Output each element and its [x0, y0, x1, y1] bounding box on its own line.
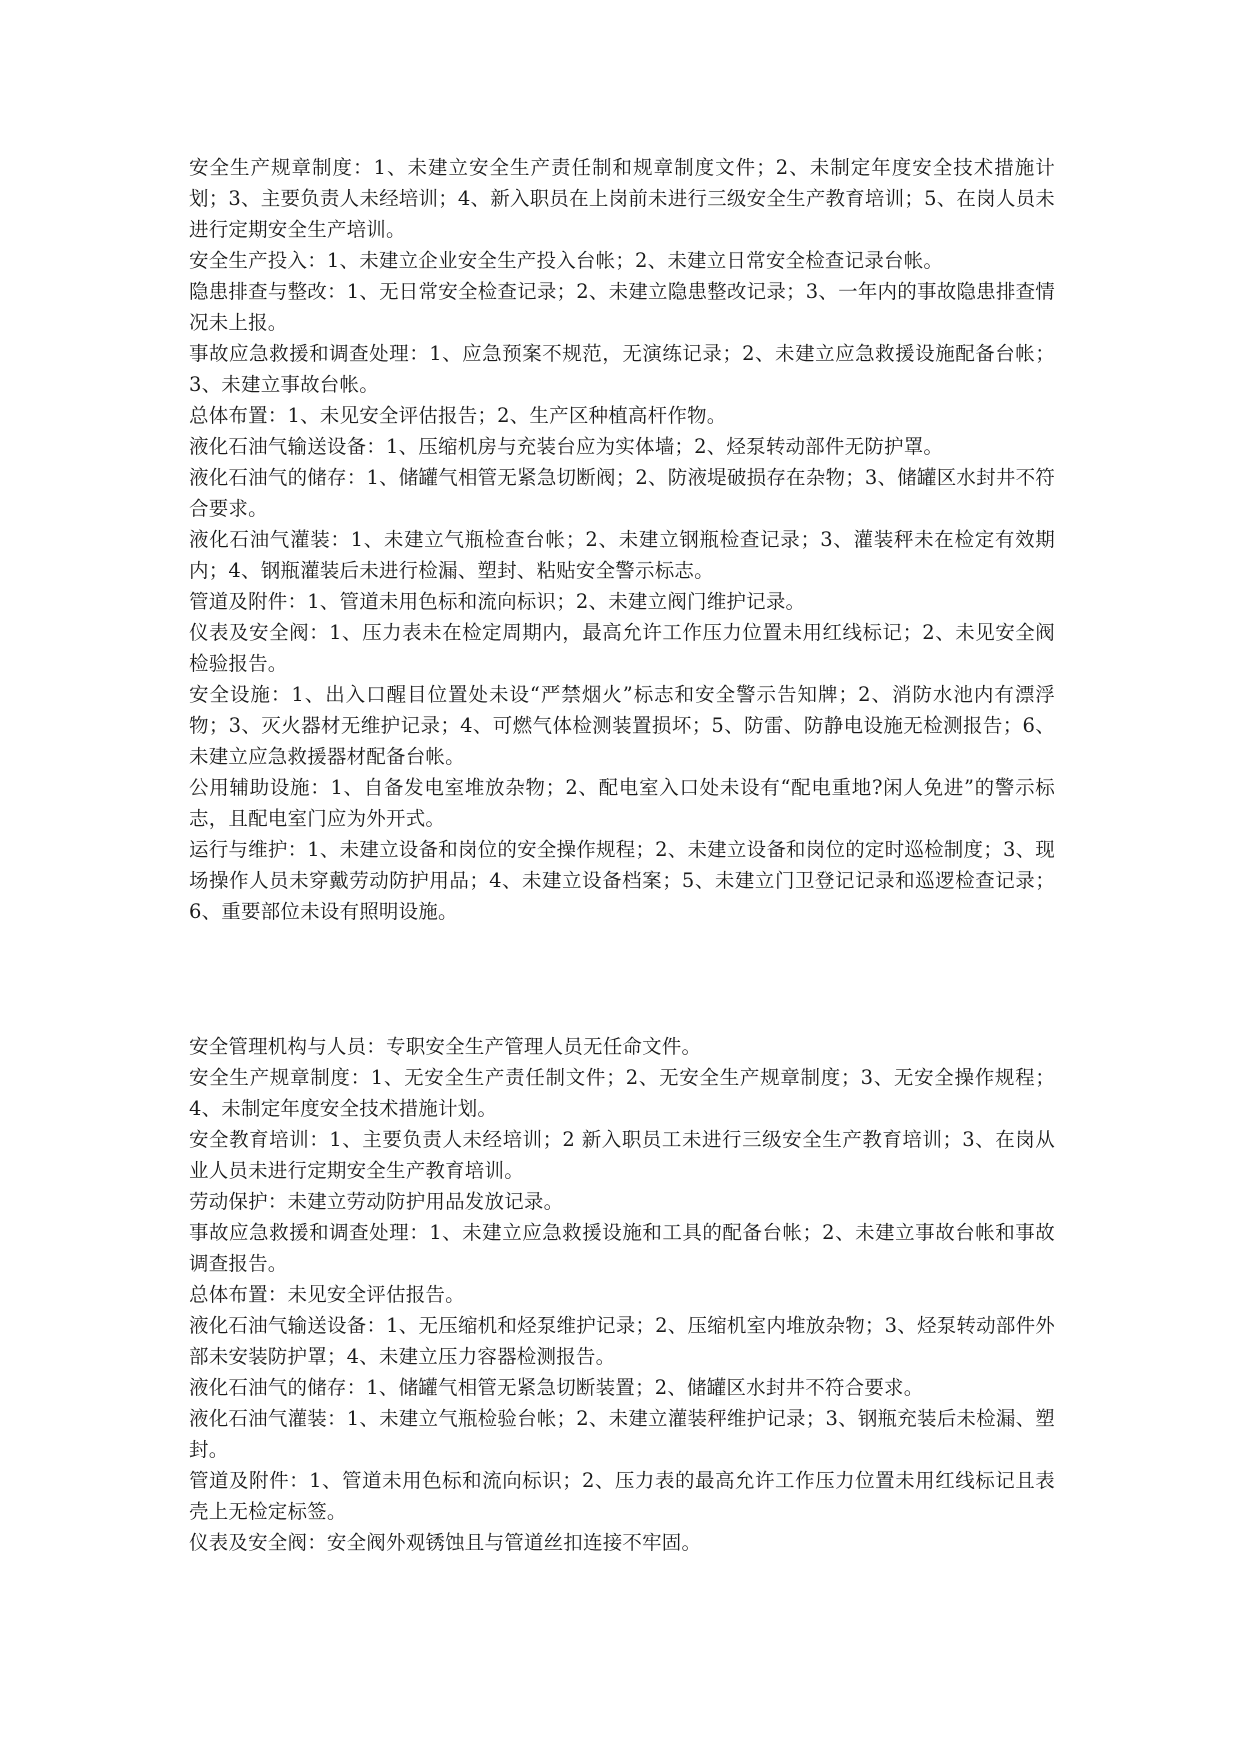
paragraph-safety-rules: 安全生产规章制度：1、无安全生产责任制文件；2、无安全生产规章制度；3、无安全操作规程；4、未制定年度安全技术措施计划。	[189, 1066, 1055, 1120]
paragraph-safety-training: 安全教育培训：1、主要负责人未经培训；2 新入职员工未进行三级安全生产教育培训；3、在岗从业人员未进行定期安全生产教育培训。	[189, 1128, 1055, 1182]
inspection-findings-section-1	[189, 152, 1055, 927]
paragraph-pipes-accessories: 管道及附件：1、管道未用色标和流向标识；2、未建立阀门维护记录。	[189, 590, 806, 613]
paragraph-safety-management-staff: 安全管理机构与人员：专职安全生产管理人员无任命文件。	[189, 1035, 702, 1058]
paragraph-safety-rules: 安全生产规章制度：1、未建立安全生产责任制和规章制度文件；2、未制定年度安全技术措施计划；3、主要负责人未经培训；4、新入职员在上岗前未进行三级安全生产教育培训；5、在岗人员未进行定期安全生产培训。	[189, 156, 1055, 241]
paragraph-general-layout: 总体布置：1、未见安全评估报告；2、生产区种植高杆作物。	[189, 404, 727, 427]
paragraph-general-layout: 总体布置：未见安全评估报告。	[189, 1283, 465, 1306]
paragraph-operation-maintenance: 运行与维护：1、未建立设备和岗位的安全操作规程；2、未建立设备和岗位的定时巡检制度；3、现场操作人员未穿戴劳动防护用品；4、未建立设备档案；5、未建立门卫登记记录和巡逻检查记录；6、重要部位未设有照明设施。	[189, 838, 1055, 923]
paragraph-instruments-safety-valves: 仪表及安全阀：安全阀外观锈蚀且与管道丝扣连接不牢固。	[189, 1531, 702, 1554]
paragraph-lpg-storage: 液化石油气的储存：1、储罐气相管无紧急切断装置；2、储罐区水封井不符合要求。	[189, 1376, 924, 1399]
paragraph-lpg-filling: 液化石油气灌装：1、未建立气瓶检验台帐；2、未建立灌装秤维护记录；3、钢瓶充装后未检漏、塑封。	[189, 1407, 1055, 1461]
paragraph-lpg-transfer-equipment: 液化石油气输送设备：1、压缩机房与充装台应为实体墙；2、烃泵转动部件无防护罩。	[189, 435, 944, 458]
paragraph-safety-investment: 安全生产投入：1、未建立企业安全生产投入台帐；2、未建立日常安全检查记录台帐。	[189, 249, 944, 272]
paragraph-lpg-transfer-equipment: 液化石油气输送设备：1、无压缩机和烃泵维护记录；2、压缩机室内堆放杂物；3、烃泵转动部件外部未安装防护罩；4、未建立压力容器检测报告。	[189, 1314, 1055, 1368]
paragraph-pipes-accessories: 管道及附件：1、管道未用色标和流向标识；2、压力表的最高允许工作压力位置未用红线标记且表壳上无检定标签。	[189, 1469, 1055, 1523]
paragraph-lpg-filling: 液化石油气灌装：1、未建立气瓶检查台帐；2、未建立钢瓶检查记录；3、灌装秤未在检定有效期内；4、钢瓶灌装后未进行检漏、塑封、粘贴安全警示标志。	[189, 528, 1055, 582]
paragraph-emergency-rescue: 事故应急救援和调查处理：1、未建立应急救援设施和工具的配备台帐；2、未建立事故台帐和事故调查报告。	[189, 1221, 1055, 1275]
paragraph-auxiliary-facilities: 公用辅助设施：1、自备发电室堆放杂物；2、配电室入口处未设有“配电重地?闲人免进”的警示标志，且配电室门应为外开式。	[189, 776, 1055, 830]
paragraph-lpg-storage: 液化石油气的储存：1、储罐气相管无紧急切断阀；2、防液堤破损存在杂物；3、储罐区水封井不符合要求。	[189, 466, 1055, 520]
inspection-findings-section-2	[189, 1031, 1055, 1558]
paragraph-labor-protection: 劳动保护：未建立劳动防护用品发放记录。	[189, 1190, 564, 1213]
paragraph-safety-facilities: 安全设施：1、出入口醒目位置处未设“严禁烟火”标志和安全警示告知牌；2、消防水池内有漂浮物；3、灭火器材无维护记录；4、可燃气体检测装置损坏；5、防雷、防静电设施无检测报告；6、未建立应急救援器材配备台帐。	[189, 683, 1055, 768]
paragraph-emergency-rescue: 事故应急救援和调查处理：1、应急预案不规范，无演练记录；2、未建立应急救援设施配备台帐； 3、未建立事故台帐。	[189, 342, 1055, 396]
paragraph-instruments-safety-valves: 仪表及安全阀：1、压力表未在检定周期内，最高允许工作压力位置未用红线标记；2、未见安全阀检验报告。	[189, 621, 1055, 675]
paragraph-hazard-rectification: 隐患排查与整改：1、无日常安全检查记录；2、未建立隐患整改记录；3、一年内的事故隐患排查情况未上报。	[189, 280, 1055, 334]
